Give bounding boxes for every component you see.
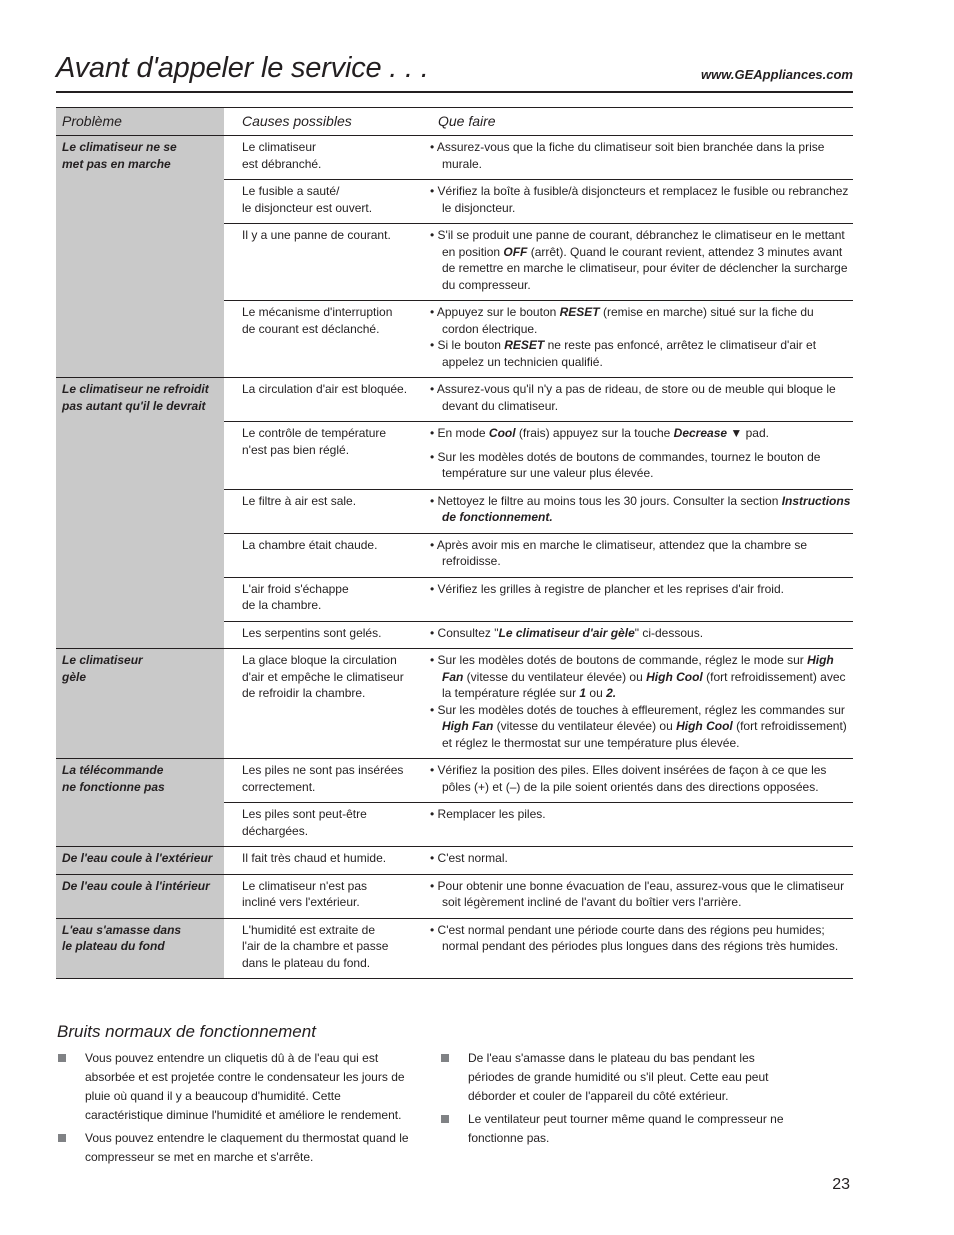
- noise-note-text: Vous pouvez entendre un cliquetis dû à de l'eau qui est absorbée et est projetée contre le condensateur les jours de pluie où quand il y a beaucoup d'humidité. Cette caractéristique diminue l'humidité et améliore le rendement.: [85, 1051, 405, 1122]
- fix-bullet: • Sur les modèles dotés de touches à effleurement, réglez les commandes sur High Fan (vitesse du ventilateur élevée) ou High Cool (fort refroidissement) et réglez le thermostat sur une température plus élevée.: [430, 702, 847, 750]
- header-causes: Causes possibles: [224, 108, 420, 136]
- cause-cell: [224, 180, 420, 224]
- cause-cell: [224, 847, 420, 875]
- fix-bullet: • Vérifiez les grilles à registre de plancher et les reprises d'air froid.: [430, 581, 784, 596]
- table-row: [56, 378, 853, 422]
- fix-cell: [420, 136, 853, 180]
- cause-cell: [224, 378, 420, 422]
- header-fix: Que faire: [420, 108, 853, 136]
- cause-line: Les piles sont peut-être: [242, 807, 367, 821]
- noise-note-text: Vous pouvez entendre le claquement du thermostat quand le compresseur se met en marche et s'arrête.: [85, 1131, 409, 1164]
- square-bullet-icon: [58, 1134, 66, 1142]
- fix-cell: [420, 918, 853, 979]
- square-bullet-icon: [441, 1054, 449, 1062]
- cause-cell: [224, 759, 420, 803]
- problem-line: le plateau du fond: [62, 939, 165, 953]
- cause-line: incliné vers l'extérieur.: [242, 895, 360, 909]
- problem-cell: [56, 874, 224, 918]
- noise-note: [58, 1049, 420, 1125]
- cause-line: n'est pas bien réglé.: [242, 442, 350, 457]
- cause-cell: [224, 533, 420, 577]
- table-header-row: [56, 108, 853, 136]
- cause-line: Il y a une panne de courant.: [242, 228, 391, 242]
- noise-note: [441, 1110, 801, 1148]
- cause-line: L'air froid s'échappe: [242, 581, 349, 596]
- fix-bullet: • Sur les modèles dotés de boutons de commande, réglez le mode sur High Fan (vitesse du ventilateur élevée) ou High Cool (fort refroidissement) avec la température réglée sur 1 ou 2.: [430, 653, 846, 700]
- table-row: [56, 918, 853, 979]
- cause-cell: [224, 577, 420, 621]
- fix-cell: [420, 759, 853, 803]
- page-number: 23: [832, 1176, 850, 1193]
- fix-cell: [420, 874, 853, 918]
- table-body: [56, 136, 853, 979]
- fix-bullet: • Après avoir mis en marche le climatiseur, attendez que la chambre se refroidisse.: [430, 537, 808, 568]
- problem-cell: [56, 847, 224, 875]
- cause-line: Le climatiseur n'est pas: [242, 878, 368, 893]
- cause-line: Les serpentins sont gelés.: [242, 625, 382, 640]
- noises-section-title: Bruits normaux de fonctionnement: [57, 1022, 316, 1041]
- problem-line: gèle: [62, 669, 87, 684]
- noises-right-column: [441, 1049, 801, 1152]
- table-row: [56, 136, 853, 180]
- fix-cell: [420, 847, 853, 875]
- cause-cell: [224, 136, 420, 180]
- cause-cell: [224, 874, 420, 918]
- problem-line: Le climatiseur ne refroidit: [62, 382, 209, 396]
- cause-cell: [224, 803, 420, 847]
- fix-bullet: • Vérifiez la boîte à fusible/à disjoncteurs et remplacez le fusible ou rebranchez le disjoncteur.: [430, 184, 849, 215]
- cause-cell: [224, 422, 420, 490]
- problem-cell: [56, 649, 224, 759]
- fix-bullet: • C'est normal.: [430, 851, 508, 865]
- problem-line: La télécommande: [62, 763, 164, 777]
- cause-line: de la chambre.: [242, 598, 322, 612]
- cause-line: de courant est déclanché.: [242, 321, 380, 336]
- noise-note: [58, 1129, 420, 1167]
- fix-bullet: • En mode Cool (frais) appuyez sur la touche Decrease ▼ pad.: [430, 426, 769, 440]
- fix-cell: [420, 577, 853, 621]
- fix-cell: [420, 621, 853, 649]
- fix-bullet: • Si le bouton RESET ne reste pas enfoncé, arrêtez le climatiseur d'air et appelez un technicien qualifié.: [430, 338, 817, 369]
- page-title: Avant d'appeler le service . . .: [56, 52, 429, 84]
- fix-bullet: • Remplacer les piles.: [430, 807, 546, 821]
- square-bullet-icon: [441, 1115, 449, 1123]
- cause-line: Il fait très chaud et humide.: [242, 851, 387, 865]
- fix-cell: [420, 301, 853, 378]
- noise-note-text: De l'eau s'amasse dans le plateau du bas pendant les périodes de grande humidité ou s'il pleut. Cette eau peut déborder et couler de l'appareil du côté extérieur.: [468, 1051, 769, 1103]
- fix-cell: [420, 180, 853, 224]
- problem-cell: [56, 918, 224, 979]
- cause-line: le disjoncteur est ouvert.: [242, 200, 373, 215]
- fix-bullet: • Sur les modèles dotés de boutons de commandes, tournez le bouton de température sur une valeur plus élevée.: [430, 449, 821, 480]
- problem-line: ne fonctionne pas: [62, 779, 165, 794]
- cause-line: d'air et empêche le climatiseur: [242, 669, 404, 684]
- problem-line: Le climatiseur: [62, 653, 143, 667]
- header-problem: Problème: [56, 108, 224, 136]
- problem-cell: [56, 136, 224, 378]
- cause-cell: [224, 224, 420, 301]
- fix-bullet: • Assurez-vous qu'il n'y a pas de rideau, de store ou de meuble qui bloque le devant du climatiseur.: [430, 382, 836, 413]
- cause-line: dans le plateau du fond.: [242, 955, 371, 970]
- problem-line: L'eau s'amasse dans: [62, 922, 182, 937]
- fix-cell: [420, 224, 853, 301]
- cause-line: L'humidité est extraite de: [242, 922, 376, 937]
- square-bullet-icon: [58, 1054, 66, 1062]
- noise-note: [441, 1049, 801, 1106]
- fix-bullet: • S'il se produit une panne de courant, débranchez le climatiseur en le mettant en position OFF (arrêt). Quand le courant revient, attendez 3 minutes avant de remettre en marche le climatiseur, pour éviter de déclencher la surcharge du compresseur.: [430, 228, 848, 292]
- table-row: [56, 649, 853, 759]
- noises-left-column: [58, 1049, 420, 1171]
- fix-bullet: • Pour obtenir une bonne évacuation de l'eau, assurez-vous que le climatiseur soit légèrement incliné de l'avant du boîtier vers l'arrière.: [430, 878, 845, 909]
- problem-cell: [56, 378, 224, 649]
- cause-line: La chambre était chaude.: [242, 537, 378, 552]
- cause-line: La circulation d'air est bloquée.: [242, 382, 408, 396]
- noise-note-text: Le ventilateur peut tourner même quand le compresseur ne fonctionne pas.: [468, 1112, 784, 1145]
- fix-bullet: • C'est normal pendant une période courte dans des régions peu humides; normal pendant des périodes plus longues dans des régions très humides.: [430, 922, 839, 953]
- problem-line: De l'eau coule à l'intérieur: [62, 878, 210, 893]
- problem-line: pas autant qu'il le devrait: [62, 398, 206, 413]
- fix-bullet: • Assurez-vous que la fiche du climatiseur soit bien branchée dans la prise murale.: [430, 140, 825, 171]
- cause-line: correctement.: [242, 779, 316, 794]
- fix-cell: [420, 533, 853, 577]
- fix-bullet: • Consultez "Le climatiseur d'air gèle" ci-dessous.: [430, 625, 704, 640]
- cause-line: Le filtre à air est sale.: [242, 493, 357, 508]
- cause-cell: [224, 918, 420, 979]
- problem-cell: [56, 759, 224, 847]
- fix-bullet: • Nettoyez le filtre au moins tous les 30 jours. Consulter la section Instructions de fonctionnement.: [430, 493, 851, 524]
- cause-line: l'air de la chambre et passe: [242, 939, 389, 953]
- table-row: [56, 874, 853, 918]
- problem-line: Le climatiseur ne se: [62, 140, 177, 154]
- fix-bullet: • Vérifiez la position des piles. Elles doivent insérées de façon à ce que les pôles (+) et (–) de la pile soient orientés dans des directions opposées.: [430, 763, 827, 794]
- header-divider: [56, 91, 853, 93]
- cause-line: Les piles ne sont pas insérées: [242, 763, 404, 777]
- cause-line: déchargées.: [242, 823, 309, 838]
- cause-cell: [224, 621, 420, 649]
- fix-cell: [420, 649, 853, 759]
- fix-cell: [420, 378, 853, 422]
- problem-line: De l'eau coule à l'extérieur: [62, 851, 213, 865]
- fix-cell: [420, 803, 853, 847]
- cause-cell: [224, 301, 420, 378]
- table-row: [56, 847, 853, 875]
- fix-cell: [420, 489, 853, 533]
- problem-line: met pas en marche: [62, 156, 171, 171]
- cause-line: La glace bloque la circulation: [242, 653, 397, 667]
- cause-cell: [224, 489, 420, 533]
- cause-line: Le climatiseur: [242, 140, 317, 154]
- troubleshooting-table: [56, 107, 853, 979]
- cause-line: Le mécanisme d'interruption: [242, 305, 393, 319]
- cause-line: de refroidir la chambre.: [242, 686, 366, 700]
- fix-bullet: • Appuyez sur le bouton RESET (remise en marche) situé sur la fiche du cordon électrique.: [430, 305, 814, 336]
- cause-cell: [224, 649, 420, 759]
- table-row: [56, 759, 853, 803]
- cause-line: Le contrôle de température: [242, 426, 387, 440]
- cause-line: est débranché.: [242, 156, 322, 171]
- website-url[interactable]: www.GEAppliances.com: [701, 67, 853, 82]
- cause-line: Le fusible a sauté/: [242, 184, 340, 198]
- fix-cell: [420, 422, 853, 490]
